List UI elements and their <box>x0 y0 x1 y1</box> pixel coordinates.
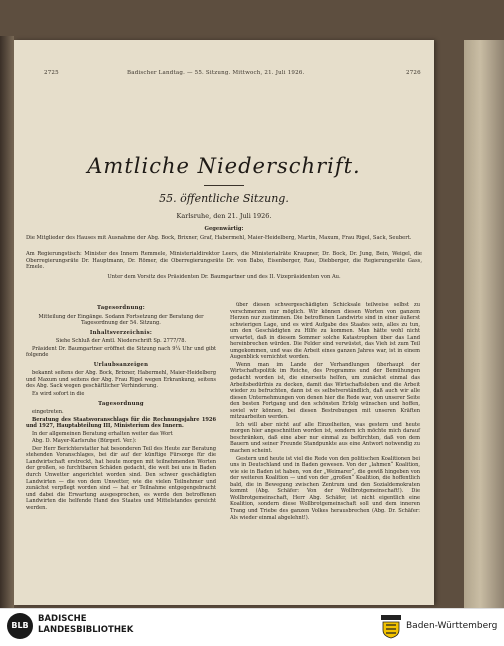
blb-logo[interactable]: BLB <box>7 613 33 639</box>
paragraph: über diesen schwergeschädigten Schicksale teilweise selbst zu verschmerzen nur möglich. Wir können diesen Worten von ganzem Herzen nur zustimmen. Die betroffenen Landwirte sind in einer äußerst schwierigen Lage, und es wird Aufgabe des Staates sein, alles zu tun, um den Geschädigten zu Hilfe zu kommen. Man hätte wohl nicht erwartet, daß in diesem Sommer solche Katastrophen über das Land hereinbrechen würden. Die Felder sind verwüstet, das Vieh ist zum Teil umgekommen, und was die Arbeit eines ganzen Jahres war, ist in einem Augenblick vernichtet worden. <box>230 302 420 361</box>
page-number-left: 2725 <box>44 70 59 76</box>
paragraph: eingetreten. <box>32 409 64 416</box>
paragraph: Der Herr Berichterstatter hat besonderen Teil des Heute zur Beratung stehenden Voranschlages, bei dir auf der künftige Fürsorge für die Landwirtschaft erstreckt, hat heute morgen mit teilnehmenden Worten der großen, so furchtbaren Schäden gedacht, die weit bei uns in Baden durch Unwetter angerichtet worden sind. Den schwer geschädigten Landwirten — die von dem Unwetter, wie die vielen Teilnehmer und zunächst verpflegt worden sind — hat er Teilnahme entgegengebracht und dabei die Erwartung ausgesprochen, es werde den betroffenen Landwirten die helfende Hand des Staates und Mittelstandes gereicht werden. <box>26 445 216 511</box>
section-heading: Tagesordnung <box>98 400 144 407</box>
attendance-members: Die Mitglieder des Hauses mit Ausnahme der Abg. Bock, Brixner, Graf, Habermehl, Maier-Heidelberg, Martin, Maxum, Frau Rigel, Sack, Seubert. <box>26 235 412 241</box>
paragraph: Abg. D. Mayer-Karlsruhe (Bürgerl. Ver.): <box>32 438 137 445</box>
attendance-heading: Gegenwärtig: <box>204 226 244 232</box>
paragraph: In der allgemeinen Beratung erhalten weiter das Wort <box>32 430 173 437</box>
right-column <box>230 302 420 522</box>
library-name[interactable] <box>38 614 133 636</box>
paragraph: Präsident Dr. Baumgartner eröffnet die Sitzung nach 9¼ Uhr und gibt folgende <box>26 345 216 359</box>
paragraph: Es wird sofort in die <box>32 391 85 398</box>
page-number-right: 2726 <box>406 70 421 76</box>
centered-paragraph: Siehe Schluß der Amtl. Niederschrift Sp. 2777/78. <box>55 338 187 345</box>
document-title: Amtliche Niederschrift. <box>87 154 361 178</box>
section-heading: Tagesordnung: <box>96 305 146 311</box>
book-page-edges <box>464 40 504 608</box>
running-head: Badischer Landtag. — 55. Sitzung. Mittwoch, 21. Juli 1926. <box>127 70 305 76</box>
baden-wuerttemberg-crest-icon <box>379 613 403 639</box>
document-page <box>14 40 434 605</box>
left-column <box>26 302 216 512</box>
state-name[interactable]: Baden-Württemberg <box>406 621 498 631</box>
title-rule <box>204 185 244 186</box>
paragraph: Wenn man im Lande der Verhandlungen überhaupt der Wirtschaftspolitik im Reiche, des Programms und der Bemühungen gedacht worden ist, die einerseits helfen, um zunächst einmal das Arbeitsbedürfnis zu decken, damit das Wirtschaftsleben und die Arbeit wieder zu befruchten, dann ist es selbstverständlich, daß auch wir alle diesen Unternehmungen von denen hier die Rede war, von unserer Seite den besten Fortgang und den schönsten Erfolg wünschen und hoffen, soviel wir können, bei diesen Bestrebungen mit unseren Kräften mitzuarbeiten werden. <box>230 361 420 421</box>
library-name-line2: LANDESBIBLIOTHEK <box>38 625 134 635</box>
section-heading: Inhaltsverzeichnis: <box>89 329 153 336</box>
session-title: 55. öffentliche Sitzung. <box>159 192 289 205</box>
agenda-item: Beratung des Staatsvoranschlags für die Rechnungsjahre 1926 und 1927, Hauptabteilung III, Ministerium des Innern. <box>26 416 216 430</box>
paragraph: Gestern und heute ist viel die Rede von den politischen Koalitionen bei uns in Deutschland und in Baden gewesen. Von der „lahmen“ Koalition, wie sie in Baden ist haben, von der „Weimarer“, die gewiß hingeben von der weiteren Koalition — und von der „großen“ Koalition, die hoffentlich bald, die in Bewegung zwischen Zentrum und den Sozialdemokraten kommt (Abg. Schäfer: Von der Wollbrotgemeinschaft!). Die Wollbrotgemeinschaft, Herr Abg. Schäfer, ist nicht eigentlich eine Koalition, sondern diese Wollbrotgemeinschaft soll und dem inneren Trang und Triebe des ganzen Volkes herausbrechen (Abg. Dr. Schäfer: Als wieder einmal abgelehnt!). <box>230 455 420 521</box>
attendance-chair: Unter dem Vorsitz des Präsidenten Dr. Baumgartner und des II. Vizepräsidenten von Au. <box>107 274 341 280</box>
paragraph: Ich will aber nicht auf alle Einzelheiten, was gestern und heute morgen hier angeschnitten worden ist, sondern ich möchte mich darauf beschränken, daß eine aber nur einmal zu befürchten, daß von dem Bauern und seiner Freunde Standpunkte aus eine Antwort notwendig zu machen scheint. <box>230 421 420 455</box>
library-name-line1: BADISCHE <box>38 614 87 624</box>
book-binding <box>0 36 14 608</box>
section-heading: Urlaubsanzeigen <box>93 361 149 368</box>
centered-paragraph: Mitteilung der Eingänge. Sodann Fortsetzung der Beratung der Tagesordnung der 54. Sitzung. <box>38 313 204 327</box>
dateline: Karlsruhe, den 21. Juli 1926. <box>176 212 272 220</box>
paragraph: bekannt seitens der Abg. Bock, Brixner, Habermehl, Maier-Heidelberg und Maxum und seitens der Abg. Frau Rigel wegen Erkrankung, seitens des Abg. Sack wegen geschäftlicher Verhinderung. <box>26 370 216 390</box>
attendance-government: Am Regierungstisch: Minister des Innern Remmele, Ministerialdirektor Leers, die Ministerialräte Kraupner, Dr. Bock, Dr. Jung, Bein, Weigel, die Oberregierungsräte Dr. Hauptmann, Dr. Römer, die Oberregierungsräte Dr. von Babo, Eisenberger, Rau, Diebberger, die Regierungsräte Gass, Emele. <box>26 251 422 271</box>
